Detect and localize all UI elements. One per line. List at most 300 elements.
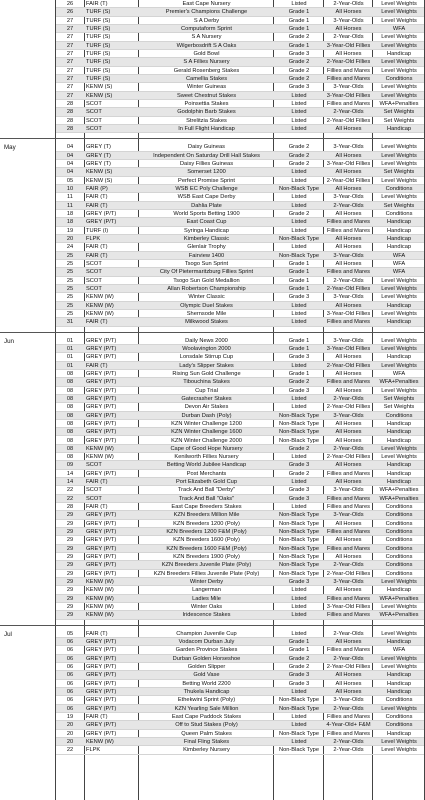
race-weights: Handicap: [386, 587, 412, 594]
race-weights: Handicap: [386, 420, 412, 427]
race-weights: Conditions: [385, 529, 413, 536]
race-day: 26: [66, 9, 74, 16]
race-name: Woolavington 2000: [182, 345, 231, 352]
table-row: [56, 302, 424, 310]
race-name: Computaform Sprint: [181, 25, 232, 32]
race-day: 29: [66, 512, 74, 519]
race-conditions: Fillies and Mares: [327, 595, 370, 602]
race-name: KZN Yearling Sale Million: [174, 705, 239, 712]
race-name: KZN Breeders 1600 (Poly): [173, 537, 240, 544]
race-course: FAIR (T): [86, 194, 108, 201]
race-weights: Handicap: [386, 125, 412, 132]
race-name: Winter Oaks: [190, 604, 223, 611]
race-course: GREY (P/T): [86, 219, 117, 226]
race-conditions: 2-Year-Olds: [333, 630, 364, 637]
race-grade: Grade 3: [288, 387, 310, 394]
race-name: Fairview 1400: [188, 252, 225, 259]
table-row: [56, 202, 424, 210]
race-conditions: Fillies and Mares: [327, 227, 370, 234]
table-row: [56, 8, 424, 16]
race-conditions: 4-Year-Old+ F&M: [326, 722, 371, 729]
race-weights: Handicap: [386, 639, 412, 646]
race-conditions: 3-Year-Old Fillies: [326, 42, 371, 49]
race-course: GREY (P/T): [86, 680, 117, 687]
race-grade: Grade 1: [288, 337, 310, 344]
table-row: [56, 730, 424, 738]
race-conditions: All Horses: [335, 370, 362, 377]
race-day: 04: [66, 144, 74, 151]
race-day: 06: [66, 697, 74, 704]
table-row: [56, 478, 424, 486]
race-weights: WFA+Penalties: [379, 100, 419, 107]
race-course: GREY (P/T): [86, 512, 117, 519]
race-course: FAIR (T): [86, 504, 108, 511]
table-row: [56, 75, 424, 83]
table-row: [56, 578, 424, 586]
race-course: FAIR (T): [86, 362, 108, 369]
race-conditions: 2-Year-Old Fillies: [326, 362, 371, 369]
race-grade: Listed: [291, 1, 307, 7]
race-course: GREY (P/T): [86, 705, 117, 712]
race-course: SCOT: [86, 125, 102, 132]
race-name: Cape of Good Hope Nursery: [170, 445, 243, 452]
race-name: Lonsdale Stirrup Cup: [179, 354, 234, 361]
race-day: 20: [66, 739, 74, 746]
table-row: [56, 603, 424, 611]
race-grade: Listed: [291, 395, 307, 402]
race-course: KENW (W): [86, 579, 114, 586]
race-grade: Listed: [291, 604, 307, 611]
race-day: 29: [66, 554, 74, 561]
race-weights: Conditions: [385, 520, 413, 527]
race-course: GREY (P/T): [86, 562, 117, 569]
race-weights: Level Weights: [381, 362, 417, 369]
race-day: 06: [66, 655, 74, 662]
table-row: [56, 353, 424, 361]
race-weights: Level Weights: [381, 59, 417, 66]
race-conditions: 2-Year-Olds: [333, 655, 364, 662]
race-course: GREY (P/T): [86, 387, 117, 394]
race-grade: Listed: [291, 689, 307, 696]
race-conditions: 3-Year-Old Fillies: [326, 604, 371, 611]
race-grade: Grade 2: [288, 75, 310, 82]
race-day: 27: [66, 59, 74, 66]
table-row: [56, 243, 424, 251]
race-name: Track And Ball "Oaks": [178, 495, 235, 502]
table-row: [56, 561, 424, 569]
race-course: TURF (S): [86, 75, 111, 82]
race-course: GREY (P/T): [86, 345, 117, 352]
race-weights: Level Weights: [381, 152, 417, 159]
race-course: KENW (S): [86, 177, 113, 184]
race-weights: WFA: [392, 260, 406, 267]
table-row: [56, 210, 424, 218]
table-row: [56, 362, 424, 370]
race-conditions: 2-Year-Olds: [333, 705, 364, 712]
race-conditions: All Horses: [335, 680, 362, 687]
table-row: [56, 235, 424, 243]
race-weights: Conditions: [385, 562, 413, 569]
race-course: KENW (S): [86, 169, 113, 176]
race-course: GREY (P/T): [86, 664, 117, 671]
race-day: 11: [67, 202, 73, 209]
race-conditions: All Horses: [335, 244, 362, 251]
table-row: [56, 738, 424, 746]
table-row: [56, 445, 424, 453]
race-course: FLPK: [86, 235, 101, 242]
race-conditions: 2-Year-Old Fillies: [326, 117, 371, 124]
race-weights: Handicap: [386, 302, 412, 309]
table-row: [56, 646, 424, 654]
race-grade: Non-Black Type: [278, 429, 320, 436]
race-course: GREY (P/T): [86, 437, 117, 444]
race-conditions: All Horses: [335, 9, 362, 16]
race-course: FAIR (T): [86, 630, 108, 637]
race-conditions: All Horses: [335, 302, 362, 309]
race-course: GREY (T): [86, 144, 111, 151]
race-conditions: Fillies and Mares: [327, 714, 370, 721]
race-grade: Grade 3: [288, 579, 310, 586]
table-row: [56, 553, 424, 561]
race-name: Camellia Stakes: [185, 75, 228, 82]
race-course: TURF (S): [86, 67, 111, 74]
table-row: [56, 193, 424, 201]
race-course: FAIR (T): [86, 202, 108, 209]
table-row: [56, 117, 424, 125]
race-conditions: 2-Year-Olds: [333, 395, 364, 402]
race-conditions: 3-Year-Olds: [333, 252, 364, 259]
race-grade: Listed: [291, 310, 307, 317]
race-day: 08: [66, 445, 74, 452]
race-day: 06: [66, 647, 74, 654]
race-course: GREY (P/T): [86, 545, 117, 552]
race-name: Gold Vase: [193, 672, 220, 679]
race-weights: Level Weights: [381, 739, 417, 746]
race-day: 04: [66, 169, 74, 176]
race-name: East Cape Nursery: [182, 1, 231, 7]
race-day: 29: [66, 562, 74, 569]
race-grade: Non-Black Type: [278, 730, 320, 737]
race-day: 25: [66, 302, 74, 309]
race-grade: Listed: [291, 92, 307, 99]
race-name: Durban Dash (Poly): [181, 412, 232, 419]
race-grade: Listed: [291, 319, 307, 326]
race-conditions: All Horses: [335, 185, 362, 192]
table-row: [56, 50, 424, 58]
race-grade: Listed: [291, 404, 307, 411]
race-grade: Non-Black Type: [278, 554, 320, 561]
race-weights: Conditions: [385, 554, 413, 561]
race-grade: Listed: [291, 722, 307, 729]
race-course: GREY (P/T): [86, 529, 117, 536]
race-grade: Grade 3: [288, 680, 310, 687]
race-weights: Level Weights: [381, 17, 417, 24]
race-conditions: Fillies and Mares: [327, 379, 370, 386]
race-day: 20: [66, 722, 74, 729]
table-row: [56, 42, 424, 50]
race-course: GREY (P/T): [86, 730, 117, 737]
race-day: 27: [66, 92, 74, 99]
table-row: [56, 688, 424, 696]
race-name: WSB East Cape Derby: [177, 194, 236, 201]
race-weights: WFA+Penalties: [379, 595, 419, 602]
race-course: GREY (P/T): [86, 697, 117, 704]
race-grade: Grade 2: [288, 379, 310, 386]
race-day: 09: [66, 462, 74, 469]
race-name: World Sports Betting 1900: [173, 210, 240, 217]
race-course: FLPK: [86, 747, 101, 754]
race-course: GREY (P/T): [86, 655, 117, 662]
table-row: [56, 437, 424, 445]
race-course: KENW (W): [86, 310, 114, 317]
race-weights: Set Weights: [383, 117, 415, 124]
race-name: KZN Winter Challenge 2000: [171, 437, 242, 444]
month-label: Jun: [4, 337, 14, 345]
race-weights: Level Weights: [381, 92, 417, 99]
table-row: [56, 611, 424, 619]
race-conditions: Fillies and Mares: [327, 495, 370, 502]
race-day: 25: [66, 260, 74, 267]
race-conditions: 2-Year-Old Fillies: [326, 664, 371, 671]
race-weights: Handicap: [386, 319, 412, 326]
table-row: [56, 345, 424, 353]
table-row: [56, 227, 424, 235]
race-course: KENW (W): [86, 587, 114, 594]
race-weights: Conditions: [385, 537, 413, 544]
race-name: Betting World 2200: [182, 680, 231, 687]
table-row: [56, 67, 424, 75]
race-grade: Non-Black Type: [278, 562, 320, 569]
race-weights: Level Weights: [381, 285, 417, 292]
table-row: [56, 177, 424, 185]
race-conditions: 2-Year-Old Fillies: [326, 59, 371, 66]
race-name: Queen Palm Stakes: [181, 730, 232, 737]
race-grade: Grade 1: [288, 42, 310, 49]
table-row: [56, 680, 424, 688]
race-course: GREY (P/T): [86, 370, 117, 377]
race-weights: Set Weights: [383, 202, 415, 209]
race-grade: Non-Black Type: [278, 705, 320, 712]
race-name: East Coast Cup: [186, 219, 227, 226]
race-day: 19: [66, 714, 74, 721]
race-day: 22: [66, 747, 74, 754]
race-course: GREY (P/T): [86, 420, 117, 427]
race-grade: Grade 1: [288, 370, 310, 377]
race-day: 25: [66, 294, 74, 301]
race-name: Durban Golden Horseshoe: [172, 655, 241, 662]
race-day: 08: [66, 395, 74, 402]
race-weights: Conditions: [385, 570, 413, 577]
race-name: Sweet Chestnut Stakes: [176, 92, 237, 99]
race-conditions: Fillies and Mares: [327, 269, 370, 276]
race-grade: Listed: [291, 504, 307, 511]
race-day: 08: [66, 437, 74, 444]
race-conditions: 2-Year-Olds: [333, 277, 364, 284]
race-day: 27: [66, 50, 74, 57]
race-name: Garden Province Stakes: [175, 647, 238, 654]
race-conditions: All Horses: [335, 387, 362, 394]
race-grade: Non-Black Type: [278, 185, 320, 192]
race-course: GREY (P/T): [86, 412, 117, 419]
race-grade: Grade 1: [288, 277, 310, 284]
race-name: Post Merchants: [186, 470, 227, 477]
race-day: 31: [66, 319, 74, 326]
race-course: TURF (S): [86, 17, 111, 24]
race-conditions: 3-Year-Olds: [333, 84, 364, 91]
table-row: [56, 395, 424, 403]
race-day: 25: [66, 277, 74, 284]
race-conditions: All Horses: [335, 260, 362, 267]
race-day: 01: [66, 354, 74, 361]
race-course: GREY (P/T): [86, 210, 117, 217]
race-conditions: Fillies and Mares: [327, 319, 370, 326]
table-row: [56, 168, 424, 176]
race-grade: Non-Black Type: [278, 529, 320, 536]
table-row: [56, 370, 424, 378]
race-weights: Conditions: [385, 210, 413, 217]
race-conditions: All Horses: [335, 235, 362, 242]
race-grade: Non-Black Type: [278, 235, 320, 242]
table-row: [56, 721, 424, 729]
race-name: Godolphin Barb Stakes: [177, 109, 236, 116]
race-name: Winter Classic: [188, 294, 225, 301]
race-course: SCOT: [86, 109, 102, 116]
race-name: Dahlia Plate: [191, 202, 222, 209]
race-name: In Full Flight Handicap: [178, 125, 235, 132]
race-name: S A Fillies Nursery: [183, 59, 230, 66]
race-course: FAIR (T): [86, 252, 108, 259]
race-course: KENW (S): [86, 84, 113, 91]
race-weights: Level Weights: [381, 664, 417, 671]
table-row: [56, 453, 424, 461]
race-course: GREY (P/T): [86, 537, 117, 544]
race-course: GREY (P/T): [86, 354, 117, 361]
table-row: [56, 318, 424, 326]
table-row: [56, 218, 424, 226]
race-course: GREY (P/T): [86, 404, 117, 411]
race-day: 06: [66, 705, 74, 712]
race-weights: Level Weights: [381, 1, 417, 7]
race-weights: Conditions: [385, 697, 413, 704]
race-grade: Grade 2: [288, 152, 310, 159]
table-row: [56, 260, 424, 268]
race-conditions: Fillies and Mares: [327, 75, 370, 82]
race-course: GREY (P/T): [86, 722, 117, 729]
race-grade: Listed: [291, 479, 307, 486]
race-weights: Handicap: [386, 689, 412, 696]
race-grade: Listed: [291, 595, 307, 602]
race-weights: Set Weights: [383, 169, 415, 176]
race-weights: Handicap: [386, 479, 412, 486]
race-weights: Level Weights: [381, 9, 417, 16]
race-weights: Level Weights: [381, 84, 417, 91]
table-row: [56, 337, 424, 345]
race-grade: Listed: [291, 362, 307, 369]
race-name: Winter Guineas: [186, 84, 227, 91]
race-day: 25: [66, 252, 74, 259]
race-conditions: All Horses: [335, 420, 362, 427]
race-name: Daily News 2000: [185, 337, 228, 344]
race-day: 01: [66, 345, 74, 352]
race-day: 08: [66, 420, 74, 427]
race-name: Kimberley Nursery: [183, 747, 230, 754]
race-course: GREY (T): [86, 160, 111, 167]
race-course: GREY (P/T): [86, 672, 117, 679]
race-conditions: 3-Year-Olds: [333, 294, 364, 301]
race-grade: Grade 3: [288, 354, 310, 361]
race-grade: Non-Black Type: [278, 747, 320, 754]
race-conditions: 3-Year-Old Fillies: [326, 310, 371, 317]
race-conditions: 2-Year-Old Fillies: [326, 285, 371, 292]
race-name: Strelitzia Stakes: [186, 117, 227, 124]
race-conditions: All Horses: [335, 537, 362, 544]
race-weights: Level Weights: [381, 387, 417, 394]
race-day: 29: [66, 545, 74, 552]
race-day: 06: [66, 689, 74, 696]
race-name: Olympic Duel Stakes: [180, 302, 233, 309]
race-grade: Grade 1: [288, 269, 310, 276]
race-weights: Conditions: [385, 722, 413, 729]
race-name: S A Nursery: [191, 34, 222, 41]
race-conditions: 3-Year-Olds: [333, 412, 364, 419]
race-name: KZN Winter Challenge 1200: [171, 420, 242, 427]
race-course: SCOT: [86, 100, 102, 107]
race-day: 27: [66, 42, 74, 49]
race-grade: Grade 3: [288, 84, 310, 91]
race-weights: Handicap: [386, 235, 412, 242]
race-course: KENW (W): [86, 454, 114, 461]
race-conditions: 2-Year-Olds: [333, 34, 364, 41]
race-name: Langerman: [192, 587, 221, 594]
race-name: Kimberley Classic: [183, 235, 230, 242]
race-grade: Listed: [291, 739, 307, 746]
race-conditions: 2-Year-Old Fillies: [326, 404, 371, 411]
race-weights: WFA: [392, 25, 406, 32]
race-grade: Listed: [291, 177, 307, 184]
race-weights: Level Weights: [381, 294, 417, 301]
month-label: Jul: [4, 630, 12, 638]
section-divider: [0, 332, 425, 333]
race-day: 28: [66, 504, 74, 511]
race-name: S A Derby: [193, 17, 220, 24]
race-conditions: All Horses: [335, 152, 362, 159]
race-conditions: All Horses: [335, 554, 362, 561]
race-grade: Listed: [291, 244, 307, 251]
race-weights: Level Weights: [381, 34, 417, 41]
race-day: 25: [66, 269, 74, 276]
race-name: KZN Winter Challenge 1600: [171, 429, 242, 436]
race-course: GREY (P/T): [86, 395, 117, 402]
section-divider: [0, 138, 425, 139]
race-conditions: Fillies and Mares: [327, 504, 370, 511]
race-day: 08: [66, 370, 74, 377]
race-day: 27: [66, 25, 74, 32]
table-row: [56, 528, 424, 536]
race-day: 27: [66, 84, 74, 91]
race-conditions: 2-Year-Olds: [333, 562, 364, 569]
race-day: 11: [67, 194, 73, 201]
table-row: [56, 503, 424, 511]
race-grade: Listed: [291, 454, 307, 461]
race-course: GREY (P/T): [86, 570, 117, 577]
race-name: KZN Breeders Million Mile: [173, 512, 240, 519]
race-name: Betting World Jubilee Handicap: [166, 462, 247, 469]
race-weights: Conditions: [385, 545, 413, 552]
race-day: 08: [66, 387, 74, 394]
race-weights: Handicap: [386, 462, 412, 469]
race-grade: Grade 3: [288, 50, 310, 57]
race-name: Daisy Fillies Guineas: [179, 160, 234, 167]
